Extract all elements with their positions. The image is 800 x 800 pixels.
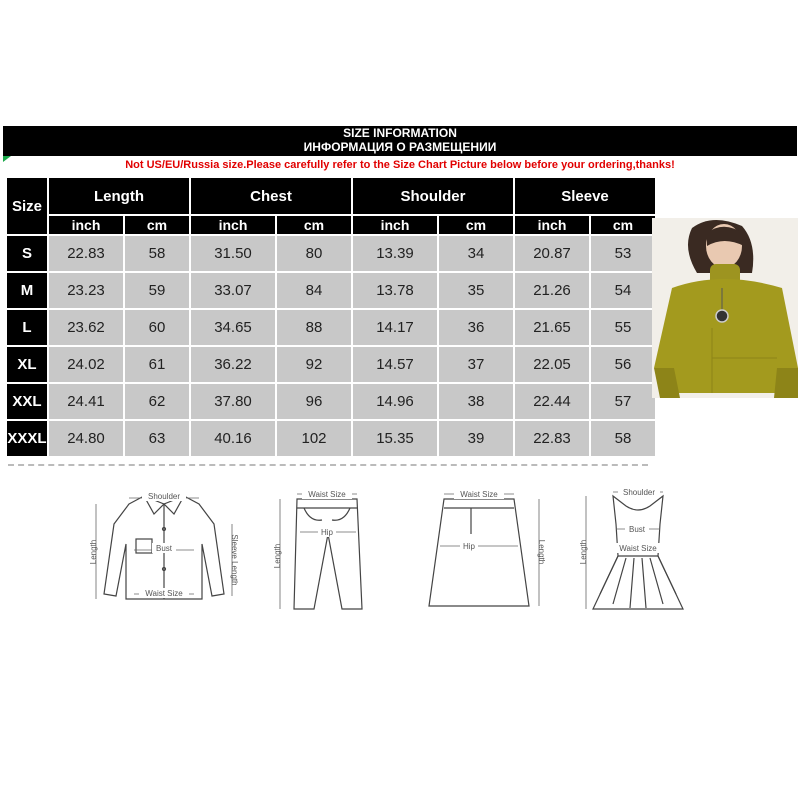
- table-row: [7, 384, 655, 419]
- size-label-cell: XXL: [7, 384, 47, 419]
- shirt-sleeve-label: Sleeve Length: [230, 534, 239, 586]
- measurement-cell: 14.17: [353, 310, 437, 345]
- measurement-cell: 54: [591, 273, 655, 308]
- measurement-cell: 14.96: [353, 384, 437, 419]
- pants-length-label: Length: [273, 543, 282, 569]
- measurement-cell: 37: [439, 347, 513, 382]
- measurement-cell: 13.39: [353, 236, 437, 271]
- measurement-cell: 58: [591, 421, 655, 456]
- section-divider: [8, 464, 648, 466]
- measurement-cell: 24.80: [49, 421, 123, 456]
- measurement-cell: 35: [439, 273, 513, 308]
- unit-inch: inch: [191, 216, 275, 234]
- sweater-photo: [652, 218, 798, 398]
- measurement-cell: 33.07: [191, 273, 275, 308]
- measurement-cell: 55: [591, 310, 655, 345]
- measurement-cell: 31.50: [191, 236, 275, 271]
- measurement-cell: 58: [125, 236, 189, 271]
- size-notice: Not US/EU/Russia size.Please carefully refer to the Size Chart Picture below before your ordering,thanks!: [125, 159, 675, 171]
- measurement-cell: 63: [125, 421, 189, 456]
- measurement-cell: 24.41: [49, 384, 123, 419]
- measurement-cell: 39: [439, 421, 513, 456]
- group-header-length: Length: [49, 178, 189, 214]
- measurement-cell: 96: [277, 384, 351, 419]
- shirt-waist-label: Waist Size: [145, 589, 183, 598]
- shirt-shoulder-label: Shoulder: [147, 492, 181, 501]
- measurement-cell: 88: [277, 310, 351, 345]
- dress-shoulder-label: Shoulder: [622, 488, 656, 497]
- dress-length-label: Length: [579, 539, 588, 565]
- measurement-cell: 84: [277, 273, 351, 308]
- shirt-bust-label: Bust: [155, 544, 173, 553]
- measurement-cell: 22.05: [515, 347, 589, 382]
- group-header-sleeve: Sleeve: [515, 178, 655, 214]
- table-header-row: [7, 178, 655, 214]
- unit-cm: cm: [591, 216, 655, 234]
- measurement-cell: 21.26: [515, 273, 589, 308]
- measurement-cell: 102: [277, 421, 351, 456]
- group-header-shoulder: Shoulder: [353, 178, 513, 214]
- table-unit-row: [7, 216, 655, 234]
- measurement-cell: 24.02: [49, 347, 123, 382]
- size-label-cell: M: [7, 273, 47, 308]
- measurement-cell: 92: [277, 347, 351, 382]
- measurement-cell: 62: [125, 384, 189, 419]
- size-column-header: Size: [7, 178, 47, 234]
- measurement-cell: 15.35: [353, 421, 437, 456]
- measurement-cell: 14.57: [353, 347, 437, 382]
- measurement-cell: 60: [125, 310, 189, 345]
- measurement-cell: 23.23: [49, 273, 123, 308]
- skirt-waist-label: Waist Size: [460, 490, 498, 499]
- pants-waist-label: Waist Size: [308, 490, 346, 499]
- unit-inch: inch: [353, 216, 437, 234]
- dress-diagram: [578, 484, 688, 624]
- measurement-cell: 13.78: [353, 273, 437, 308]
- measurement-cell: 23.62: [49, 310, 123, 345]
- unit-cm: cm: [125, 216, 189, 234]
- skirt-diagram: [414, 484, 554, 624]
- measurement-cell: 21.65: [515, 310, 589, 345]
- table-row: [7, 273, 655, 308]
- dress-waist-label: Waist Size: [619, 544, 657, 553]
- size-chart-table: [5, 176, 657, 458]
- measurement-cell: 57: [591, 384, 655, 419]
- measurement-cell: 37.80: [191, 384, 275, 419]
- measurement-cell: 61: [125, 347, 189, 382]
- dress-bust-label: Bust: [628, 525, 646, 534]
- size-info-banner: [3, 126, 797, 156]
- skirt-length-label: Length: [537, 539, 546, 565]
- group-header-chest: Chest: [191, 178, 351, 214]
- table-row: [7, 236, 655, 271]
- measurement-cell: 22.83: [515, 421, 589, 456]
- unit-inch: inch: [515, 216, 589, 234]
- banner-title-ru: ИНФОРМАЦИЯ О РАЗМЕЩЕНИИ: [303, 140, 497, 154]
- shirt-diagram: [84, 484, 244, 624]
- unit-cm: cm: [439, 216, 513, 234]
- size-label-cell: XL: [7, 347, 47, 382]
- measurement-cell: 36.22: [191, 347, 275, 382]
- banner-title-en: SIZE INFORMATION: [343, 126, 457, 140]
- measurement-cell: 53: [591, 236, 655, 271]
- table-row: [7, 347, 655, 382]
- size-label-cell: XXXL: [7, 421, 47, 456]
- measurement-cell: 22.44: [515, 384, 589, 419]
- pants-hip-label: Hip: [320, 528, 334, 537]
- size-label-cell: L: [7, 310, 47, 345]
- pants-diagram: [262, 484, 382, 624]
- unit-cm: cm: [277, 216, 351, 234]
- measurement-cell: 59: [125, 273, 189, 308]
- measurement-cell: 20.87: [515, 236, 589, 271]
- unit-inch: inch: [49, 216, 123, 234]
- measurement-cell: 56: [591, 347, 655, 382]
- skirt-hip-label: Hip: [462, 542, 476, 551]
- shirt-length-label: Length: [89, 539, 98, 565]
- measurement-cell: 34.65: [191, 310, 275, 345]
- size-label-cell: S: [7, 236, 47, 271]
- measurement-cell: 34: [439, 236, 513, 271]
- measurement-cell: 80: [277, 236, 351, 271]
- measurement-cell: 40.16: [191, 421, 275, 456]
- table-row: [7, 421, 655, 456]
- measurement-cell: 36: [439, 310, 513, 345]
- table-row: [7, 310, 655, 345]
- measurement-cell: 22.83: [49, 236, 123, 271]
- measurement-cell: 38: [439, 384, 513, 419]
